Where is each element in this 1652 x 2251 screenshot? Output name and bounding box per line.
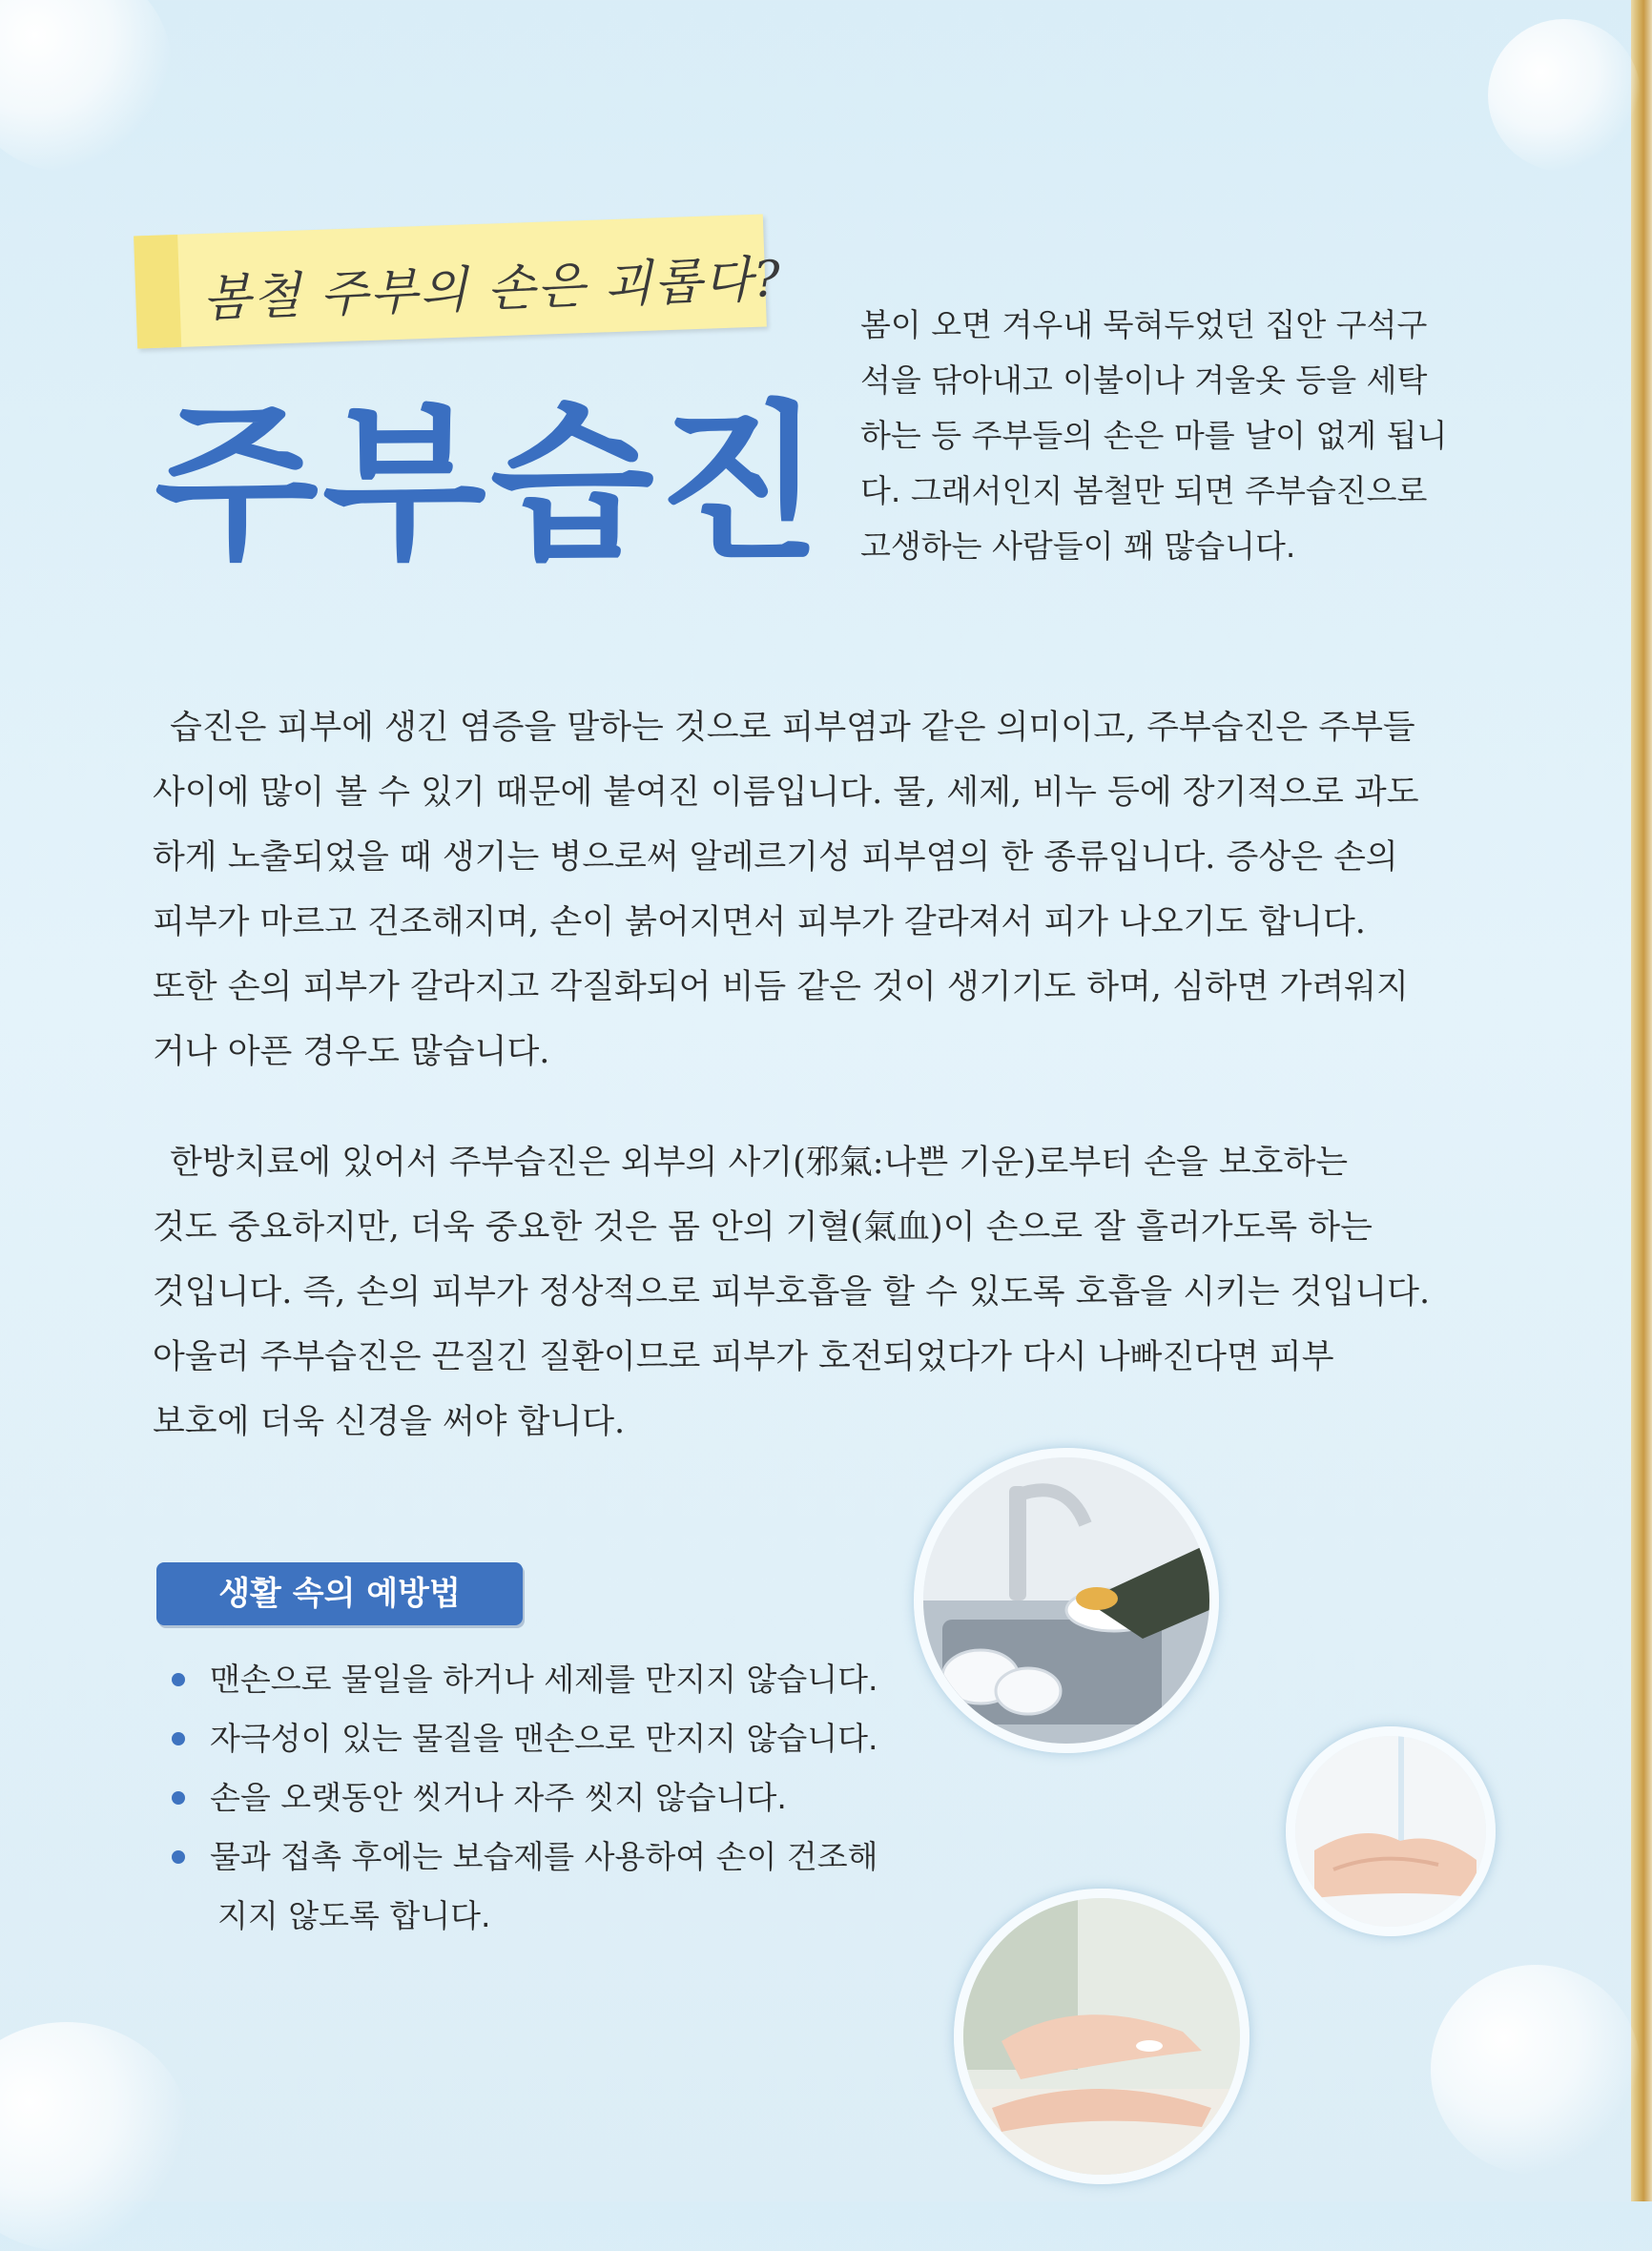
dishwashing-photo: [914, 1448, 1219, 1753]
bubble-decoration-top-right: [1488, 19, 1641, 172]
bubble-decoration-top-left: [0, 0, 172, 172]
intro-line: 하는 등 주부들의 손은 마를 날이 없게 됩니: [860, 417, 1448, 454]
paragraph-line: 한방치료에 있어서 주부습진은 외부의 사기(邪氣:나쁜 기운)로부터 손을 보호하는: [170, 1144, 1349, 1182]
list-item: [168, 1650, 950, 1709]
note-heading: 봄철 주부의 손은 괴롭다?: [201, 250, 783, 329]
paragraph-line: 것입니다. 즉, 손의 피부가 정상적으로 피부호흡을 할 수 있도록 호흡을 시키는 것입니다.: [153, 1273, 1431, 1311]
bubble-decoration-bottom-left: [0, 2022, 191, 2251]
prevention-section-label: [156, 1562, 523, 1625]
dishwashing-illustration: [923, 1457, 1209, 1744]
bubble-decoration-bottom-right: [1431, 1965, 1641, 2175]
bullet-icon: [172, 1673, 185, 1686]
bullet-icon: [172, 1850, 185, 1864]
intro-text: [860, 298, 1480, 574]
intro-line: 고생하는 사람들이 꽤 많습니다.: [860, 527, 1296, 565]
list-item: [168, 1828, 950, 1946]
paragraph-line: 하게 노출되었을 때 생기는 병으로써 알레르기성 피부염의 한 종류입니다. 증상은 손의: [153, 838, 1398, 877]
list-item: [168, 1709, 950, 1768]
paragraph-line: 보호에 더욱 신경을 써야 합니다.: [153, 1403, 626, 1441]
paragraph-line: 거나 아픈 경우도 많습니다.: [153, 1033, 550, 1071]
paragraph-line: 습진은 피부에 생긴 염증을 말하는 것으로 피부염과 같은 의미이고, 주부습진은 주부들: [170, 709, 1415, 747]
intro-line: 봄이 오면 겨우내 묵혀두었던 집안 구석구: [860, 306, 1428, 343]
bullet-icon: [172, 1791, 185, 1805]
paragraph-line: 아울러 주부습진은 끈질긴 질환이므로 피부가 호전되었다가 다시 나빠진다면 피부: [153, 1338, 1334, 1376]
hand-cream-photo: [954, 1889, 1249, 2184]
prevention-label-text: 생활 속의 예방법: [218, 1575, 461, 1613]
handwashing-photo: [1286, 1726, 1496, 1936]
paragraph-line: 또한 손의 피부가 갈라지고 각질화되어 비듬 같은 것이 생기기도 하며, 심하면 가려워지: [153, 968, 1409, 1006]
list-item: [168, 1768, 950, 1828]
hand-cream-illustration: [963, 1898, 1240, 2175]
intro-line: 석을 닦아내고 이불이나 겨울옷 등을 세탁: [860, 361, 1428, 399]
sticky-note-tape: [134, 235, 181, 349]
list-item-text: 맨손으로 물일을 하거나 세제를 만지지 않습니다.: [210, 1661, 878, 1698]
list-item-text: 물과 접촉 후에는 보습제를 사용하여 손이 건조해: [210, 1838, 878, 1875]
paragraph-1: [153, 695, 1488, 1084]
list-item-text: 자극성이 있는 물질을 맨손으로 만지지 않습니다.: [210, 1720, 878, 1757]
main-title: 주부습진: [155, 385, 826, 583]
list-item-text: 지지 않도록 합니다.: [217, 1897, 491, 1934]
paragraph-2: [153, 1130, 1488, 1455]
sticky-note: [134, 215, 783, 349]
paragraph-line: 피부가 마르고 건조해지며, 손이 붉어지면서 피부가 갈라져서 피가 나오기도 합니다.: [153, 903, 1366, 941]
page-edge-decoration: [1631, 0, 1652, 2201]
bullet-icon: [172, 1732, 185, 1745]
prevention-list: [168, 1650, 950, 1946]
handwashing-illustration: [1295, 1736, 1486, 1927]
paragraph-line: 사이에 많이 볼 수 있기 때문에 붙여진 이름입니다. 물, 세제, 비누 등에 장기적으로 과도: [153, 774, 1419, 812]
paragraph-line: 것도 중요하지만, 더욱 중요한 것은 몸 안의 기혈(氣血)이 손으로 잘 흘러가도록 하는: [153, 1208, 1373, 1247]
list-item-text: 손을 오랫동안 씻거나 자주 씻지 않습니다.: [210, 1779, 787, 1816]
intro-line: 다. 그래서인지 봄철만 되면 주부습진으로: [860, 472, 1428, 509]
